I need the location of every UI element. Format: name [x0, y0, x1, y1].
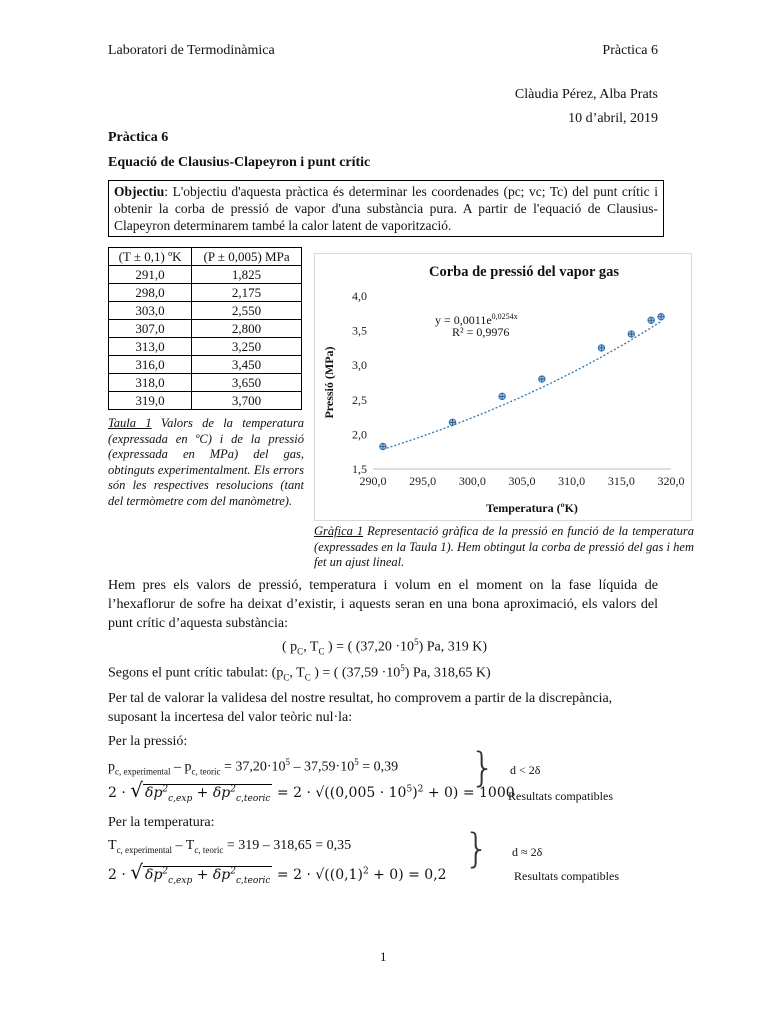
temperature-error-formula: 2 · √ $\delta p^2_{c,exp} + \delta p^2_{c,teoric} = 2 \cdot √((0,1)^2 + 0) = 0,2$ — [108, 860, 447, 886]
objective-text: : L'objectiu d'aquesta pràctica és determinar les coordenades (pc; vc; Tc) del punt crític i obtenir la corba de pressió de vapor d'una substància pura. A partir de l'equació de Clausius-Clapeyron determinarem també la calor latent de vaporització. — [114, 184, 658, 233]
data-point — [658, 314, 664, 320]
table-row — [109, 266, 302, 284]
table-cell: 2,800 — [192, 320, 302, 338]
x-tick-label: 295,0 — [409, 474, 437, 488]
figure-caption-label: Gràfica 1 — [314, 524, 364, 538]
table-cell: 291,0 — [109, 266, 192, 284]
data-point — [499, 393, 505, 399]
table-row — [109, 392, 302, 410]
authors: Clàudia Pérez, Alba Prats — [514, 87, 658, 102]
table-cell: 3,650 — [192, 374, 302, 392]
table-row — [109, 374, 302, 392]
chart-frame — [314, 253, 692, 521]
x-tick-label: 305,0 — [508, 474, 536, 488]
table-header-row — [109, 248, 302, 266]
table-row — [109, 284, 302, 302]
header-right: Pràctica 6 — [602, 43, 658, 58]
table-cell: 3,700 — [192, 392, 302, 410]
data-point — [449, 419, 455, 425]
data-point — [628, 331, 634, 337]
y-tick-label: 2,0 — [352, 427, 367, 442]
table-caption — [108, 416, 304, 509]
table-cell: 298,0 — [109, 284, 192, 302]
data-point — [598, 345, 604, 351]
chart-title: Corba de pressió del vapor gas — [429, 264, 619, 280]
table-cell: 3,250 — [192, 338, 302, 356]
table-header: (P ± 0,005) MPa — [192, 248, 302, 266]
pressure-result: Resultats compatibles — [508, 789, 613, 803]
pressure-chart — [315, 254, 691, 520]
table-row — [109, 356, 302, 374]
table-row — [109, 320, 302, 338]
table-caption-label: Taula 1 — [108, 416, 152, 430]
table-row — [109, 338, 302, 356]
x-tick-label: 310,0 — [558, 474, 586, 488]
table-cell: 319,0 — [109, 392, 192, 410]
page-subtitle: Equació de Clausius-Clapeyron i punt crític — [108, 155, 371, 170]
table-cell: 316,0 — [109, 356, 192, 374]
y-tick-label: 4,0 — [352, 289, 367, 303]
pressure-verdict: d < 2δ — [510, 763, 541, 777]
table-cell: 2,175 — [192, 284, 302, 302]
objective-box — [108, 180, 664, 237]
y-axis-label: Pressió (MPa) — [322, 346, 336, 419]
pressure-heading: Per la pressió: — [108, 734, 188, 749]
data-table — [108, 247, 302, 410]
temperature-difference: $T_{c, experimental} - T_{c, teoric} = 319 - 318,65 = 0,35$ — [108, 838, 352, 855]
figure-caption — [314, 524, 694, 571]
trendline — [383, 321, 661, 449]
y-tick-label: 3,5 — [352, 323, 367, 338]
paragraph-1: Hem pres els valors de pressió, temperatura i volum en el moment on la fase líquida de l’hexaflorur de sofre ha deixat d’existir, i aquests seran en una bona aproximació, els valors del punt crític d’aquesta substància: — [108, 578, 658, 631]
page-number: 1 — [380, 949, 387, 964]
pressure-error-formula: 2 · √ $\delta p^2_{c,exp} + \delta p^2_{c,teoric} = 2 \cdot √((0,005 \cdot 10^5)^2 + 0) = 1000$ — [108, 778, 515, 804]
tabulated-point: Segons el punt crític tabulat: ($p_C$, $T_C$ ) = ( $(37,59 \cdot 10^5)$ Pa, 318,65 K) — [108, 663, 491, 683]
pressure-brace-icon: } — [470, 745, 496, 791]
data-point — [380, 443, 386, 449]
table-row — [109, 302, 302, 320]
paragraph-2: Per tal de valorar la validesa del nostre resultat, ho comprovem a partir de la discrepància, suposant la incertesa del valor teòric nul·la: — [108, 691, 613, 725]
header-left: Laboratori de Termodinàmica — [108, 43, 275, 58]
table-caption-text: Valors de la temperatura (expressada en ºC) i de la pressió (expressada en MPa) del gas, obtinguts experimentalment. Els errors són les respectives resolucions (tant del termòmetre com del manòmetre). — [108, 416, 304, 508]
table-cell: 307,0 — [109, 320, 192, 338]
r-squared: R² = 0,9976 — [452, 325, 510, 339]
x-tick-label: 300,0 — [458, 474, 486, 488]
table-cell: 313,0 — [109, 338, 192, 356]
x-axis-label: Temperatura (ºK) — [486, 501, 578, 515]
table-cell: 1,825 — [192, 266, 302, 284]
table-cell: 303,0 — [109, 302, 192, 320]
figure-caption-text: Representació gràfica de la pressió en funció de la temperatura (expressades en la Taula 1). Hem obtingut la corba de pressió del gas i hem fet un ajust lineal. — [314, 524, 694, 569]
critical-point: ( $p_C$, $T_C$ ) = ( $(37,20 \cdot 10^5)$ Pa, 319 K) — [282, 637, 487, 657]
trend-equation: $y = 0,0011e^{0,0254x}$ — [435, 312, 518, 327]
pressure-difference: $p_{c, experimental} - p_{c, teoric} = 37,20\cdot 10^5 - 37,59\cdot 10^5 = 0,39$ — [108, 757, 399, 777]
temperature-verdict: d ≈ 2δ — [512, 845, 543, 859]
y-tick-label: 1,5 — [352, 462, 367, 476]
table-cell: 2,550 — [192, 302, 302, 320]
table-cell: 3,450 — [192, 356, 302, 374]
table-header: (T ± 0,1) ºK — [109, 248, 192, 266]
data-point — [539, 376, 545, 382]
table-cell: 318,0 — [109, 374, 192, 392]
x-tick-label: 315,0 — [607, 474, 635, 488]
x-tick-label: 320,0 — [657, 474, 685, 488]
y-tick-label: 2,5 — [352, 392, 367, 407]
page-title: Pràctica 6 — [108, 130, 169, 145]
temperature-result: Resultats compatibles — [514, 869, 619, 883]
temperature-heading: Per la temperatura: — [108, 815, 215, 830]
y-tick-label: 3,0 — [352, 358, 367, 373]
date: 10 d’abril, 2019 — [568, 111, 658, 126]
temperature-brace-icon: } — [464, 826, 490, 872]
x-tick-label: 290,0 — [359, 474, 387, 488]
data-point — [648, 317, 654, 323]
objective-label: Objectiu — [114, 184, 165, 199]
